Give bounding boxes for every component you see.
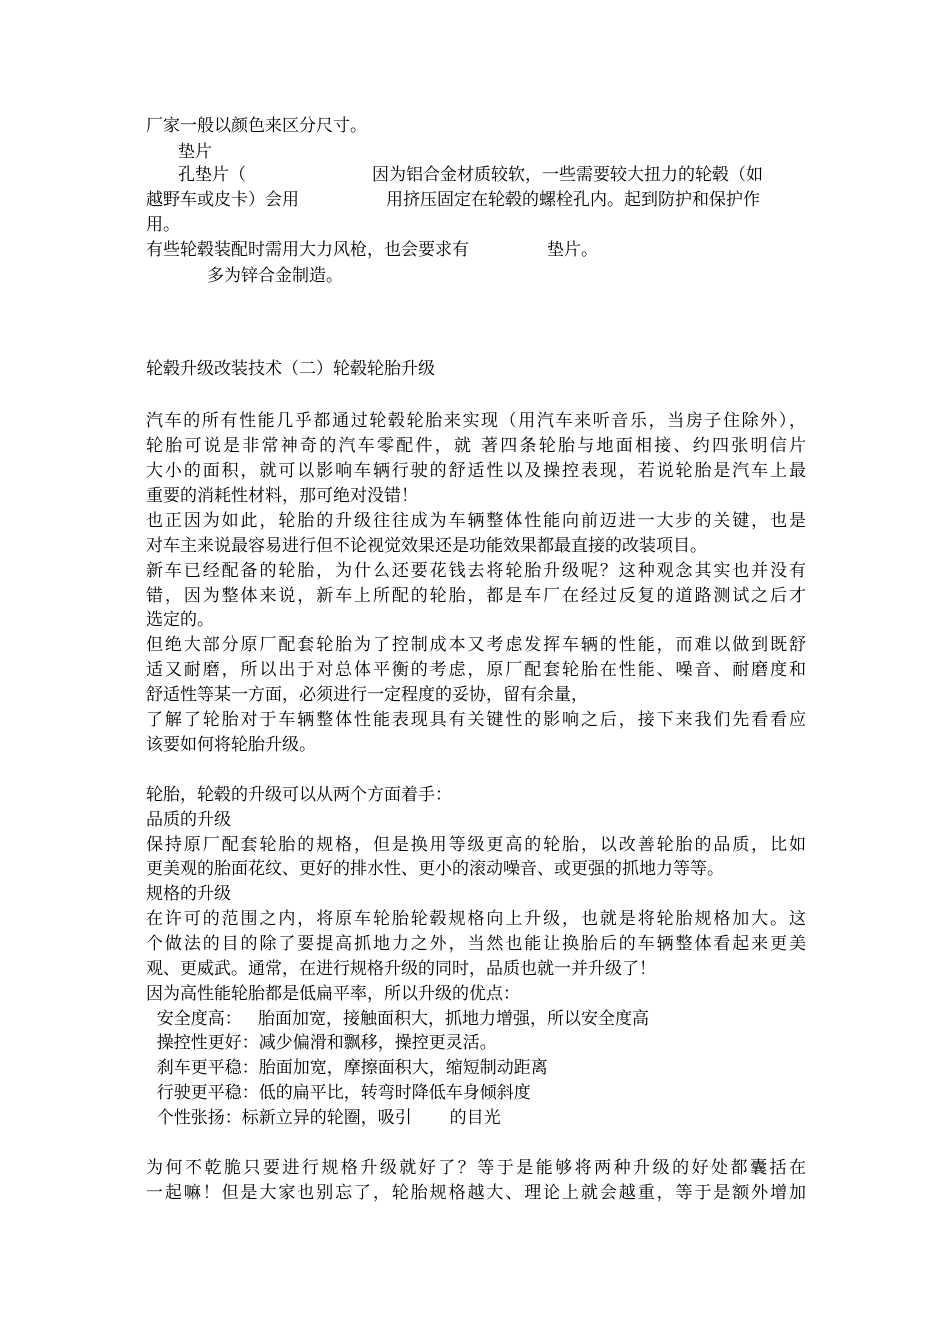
intro-line-6b: 垫片。 [547,240,598,260]
para2-line: 在许可的范围之内，将原车轮胎轮毂规格向上升级，也就是将轮胎规格加大。这 [146,909,806,929]
intro-line-1: 厂家一般以颜色来区分尺寸。 [146,116,367,136]
intro-line-7: 多为锌合金制造。 [207,266,343,286]
intro-line-3a: 孔垫片（ [178,165,246,185]
para2-line: 因为高性能轮胎都是低扁平率，所以升级的优点： [146,984,520,1004]
intro-line-6a: 有些轮毂装配时需用大力风枪，也会要求有 [146,240,469,260]
para1-line: 新车已经配备的轮胎，为什么还要花钱去将轮胎升级呢？这种观念其实也并没有 [146,561,806,581]
para1-line: 适又耐磨，所以出于对总体平衡的考虑，原厂配套轮胎在性能、噪音、耐磨度和 [146,660,806,680]
advantage-item: 行驶更平稳：低的扁平比，转弯时降低车身倾斜度 [146,1083,531,1103]
para1-line: 但绝大部分原厂配套轮胎为了控制成本又考虑发挥车辆的性能，而难以做到既舒 [146,635,806,655]
para1-line: 也正因为如此，轮胎的升级往往成为车辆整体性能向前迈进一大步的关键，也是 [146,511,806,531]
intro-line-3b: 因为铝合金材质较软，一些需要较大扭力的轮毂（如 [372,165,763,185]
intro-line-4a: 越野车或皮卡）会用 [146,190,299,210]
para1-line: 轮胎可说是非常神奇的汽车零配件，就 著四条轮胎与地面相接、约四张明信片 [146,436,806,456]
para1-line: 错，因为整体来说，新车上所配的轮胎，都是车厂在经过反复的道路测试之后才 [146,586,806,606]
para1-line: 该要如何将轮胎升级。 [146,735,316,755]
para2-line: 保持原厂配套轮胎的规格，但是换用等级更高的轮胎，以改善轮胎的品质，比如 [146,835,806,855]
para2-subheading: 规格的升级 [146,884,231,904]
para2-line: 更美观的胎面花纹、更好的排水性、更小的滚动噪音、或更强的抓地力等等。 [146,859,724,879]
section-heading: 轮毂升级改装技术（二）轮毂轮胎升级 [146,359,435,379]
intro-line-5: 用。 [146,215,180,235]
para1-line: 了解了轮胎对于车辆整体性能表现具有关键性的影响之后，接下来我们先看看应 [146,710,806,730]
para3-line: 一起嘛！但是大家也别忘了，轮胎规格越大、理论上就会越重，等于是额外增加 [146,1183,806,1203]
para3-line: 为何不乾脆只要进行规格升级就好了？等于是能够将两种升级的好处都囊括在 [146,1158,806,1178]
intro-line-2: 垫片 [178,142,212,162]
advantage-item: 安全度高： 胎面加宽，接触面积大，抓地力增强，所以安全度高 [146,1009,650,1029]
intro-line-4b: 用挤压固定在轮毂的螺栓孔内。起到防护和保护作 [386,190,760,210]
para1-line: 对车主来说最容易进行但不论视觉效果还是功能效果都最直接的改装项目。 [146,536,707,556]
para1-line: 大小的面积，就可以影响车辆行驶的舒适性以及操控表现，若说轮胎是汽车上最 [146,461,806,481]
para2-line: 个做法的目的除了要提高抓地力之外，当然也能让换胎后的车辆整体看起来更美 [146,934,806,954]
para1-line: 汽车的所有性能几乎都通过轮毂轮胎来实现（用汽车来听音乐，当房子住除外）， [146,411,806,431]
para2-line: 观、更威武。通常，在进行规格升级的同时，品质也就一并升级了！ [146,959,656,979]
para1-line: 重要的消耗性材料，那可绝对没错！ [146,486,418,506]
advantage-item: 刹车更平稳：胎面加宽，摩擦面积大，缩短制动距离 [146,1058,548,1078]
advantage-item: 操控性更好：减少偏滑和飘移，操控更灵活。 [146,1033,497,1053]
para1-line: 选定的。 [146,610,214,630]
advantage-item: 个性张扬：标新立异的轮圈，吸引 的目光 [146,1108,501,1128]
para2-subheading: 品质的升级 [146,810,231,830]
para2-line: 轮胎，轮毂的升级可以从两个方面着手： [146,785,452,805]
para1-line: 舒适性等某一方面，必须进行一定程度的妥协，留有余量， [146,685,588,705]
